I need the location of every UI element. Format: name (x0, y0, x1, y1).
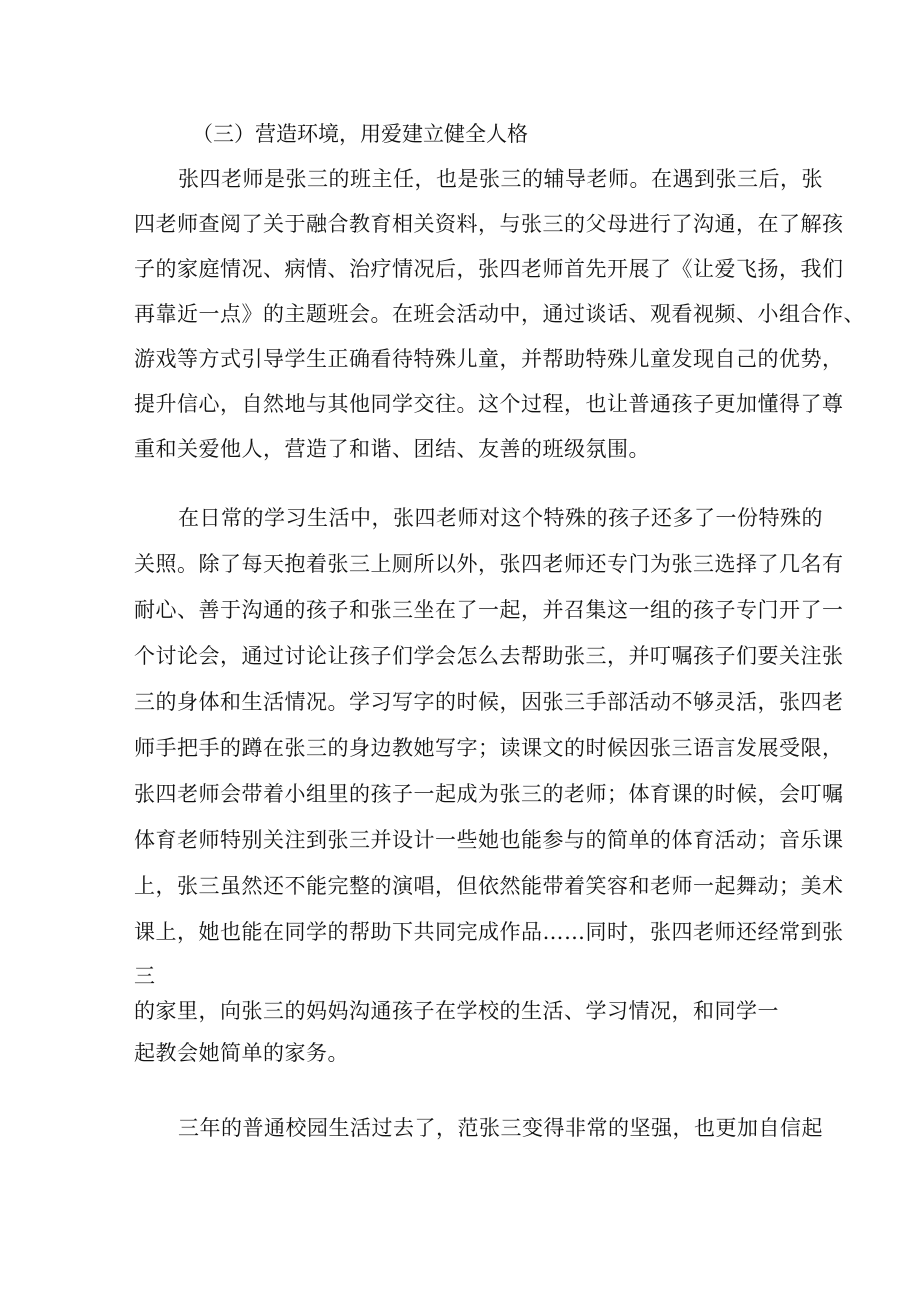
paragraph-2-line-9: 上，张三虽然还不能完整的演唱，但依然能带着笑容和老师一起舞动；美术 (134, 874, 844, 898)
paragraph-2-line-8: 体育老师特别关注到张三并设计一些她也能参与的简单的体育活动；音乐课 (134, 828, 844, 852)
paragraph-2-line-10: 课上，她也能在同学的帮助下共同完成作品……同时，张四老师还经常到张 (134, 920, 844, 944)
paragraph-2-line-4: 个讨论会，通过讨论让孩子们学会怎么去帮助张三，并叮嘱孩子们要关注张 (134, 644, 844, 668)
paragraph-2-line-1: 在日常的学习生活中，张四老师对这个特殊的孩子还多了一份特殊的 (178, 506, 823, 530)
paragraph-2-line-7: 张四老师会带着小组里的孩子一起成为张三的老师；体育课的时候，会叮嘱 (134, 782, 844, 806)
paragraph-2-line-13: 起教会她简单的家务。 (134, 1041, 349, 1065)
paragraph-1-line-7: 重和关爱他人，营造了和谐、团结、友善的班级氛围。 (134, 437, 650, 461)
paragraph-2-line-11: 三 (134, 964, 156, 988)
paragraph-1-line-3: 子的家庭情况、病情、治疗情况后，张四老师首先开展了《让爱飞扬，我们 (134, 257, 844, 281)
paragraph-1-line-1: 张四老师是张三的班主任，也是张三的辅导老师。在遇到张三后，张 (178, 167, 823, 191)
paragraph-2-line-2: 关照。除了每天抱着张三上厕所以外，张四老师还专门为张三选择了几名有 (134, 552, 844, 576)
paragraph-2-line-6: 师手把手的蹲在张三的身边教她写字；读课文的时候因张三语言发展受限， (134, 736, 844, 760)
paragraph-3-line-1: 三年的普通校园生活过去了，范张三变得非常的坚强，也更加自信起 (178, 1116, 823, 1140)
paragraph-1-line-4: 再靠近一点》的主题班会。在班会活动中，通过谈话、观看视频、小组合作、 (134, 302, 865, 326)
paragraph-2-line-3: 耐心、善于沟通的孩子和张三坐在了一起，并召集这一组的孩子专门开了一 (134, 598, 844, 622)
paragraph-1-line-6: 提升信心，自然地与其他同学交往。这个过程，也让普通孩子更加懂得了尊 (134, 392, 844, 416)
paragraph-1-line-2: 四老师查阅了关于融合教育相关资料，与张三的父母进行了沟通，在了解孩 (134, 212, 844, 236)
section-heading: （三）营造环境，用爱建立健全人格 (192, 122, 528, 146)
paragraph-2-line-5: 三的身体和生活情况。学习写字的时候，因张三手部活动不够灵活，张四老 (134, 690, 844, 714)
paragraph-2-line-12: 的家里，向张三的妈妈沟通孩子在学校的生活、学习情况，和同学一 (134, 999, 779, 1023)
paragraph-1-line-5: 游戏等方式引导学生正确看待特殊儿童，并帮助特殊儿童发现自己的优势， (134, 347, 844, 371)
